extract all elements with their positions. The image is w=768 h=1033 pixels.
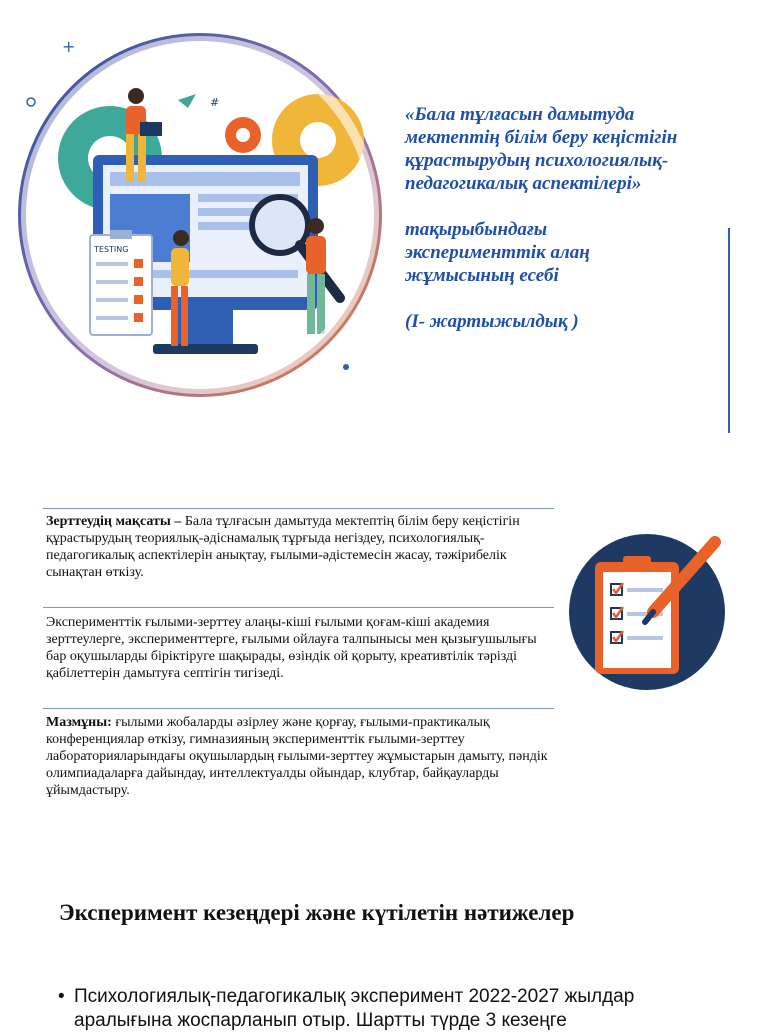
- paragraph-text: ғылыми жобаларды әзірлеу және қорғау, ғылыми-практикалық конференциялар өткізу, гимназияның эксперименттік ғылыми-зерттеу лабораторияларындағы оқушылардың ғылыми-зерттеу жұмыстарын дамыту, пәндік олимпиадаларға дайындау, интеллектуалды ойындар, клубтар, байқауларды ұйымдастыру.: [46, 715, 548, 798]
- section-heading: Эксперимент кезеңдері және күтілетін нәтижелер: [59, 900, 575, 925]
- divider: [43, 607, 554, 608]
- title-line: тақырыбындағы: [405, 219, 548, 240]
- paragraph-label: Зерттеудің мақсаты –: [46, 514, 182, 529]
- hash-icon: #: [210, 96, 220, 109]
- testing-label: TESTING: [94, 245, 129, 254]
- research-goal-paragraph: [46, 513, 554, 581]
- divider: [43, 508, 554, 509]
- dot-deco-icon: [343, 364, 349, 370]
- hero-illustration: [18, 30, 386, 400]
- report-title: [405, 103, 725, 333]
- title-line: «Бала тұлғасын дамытуда: [405, 104, 635, 125]
- paragraph-text: Эксперименттік ғылыми-зерттеу алаңы-кіші ғылыми қоғам-кіші академия зерттеулерге, эксперименттерге, ғылыми ойлауға талпынысы мен қызығушылығы бар оқушыларды біріктіруге шақырады, өзіндік ой қорыту, креативтілік тәрізді қабілеттерін дамытуға септігін тигізеді.: [46, 615, 537, 681]
- bullet-mark: •: [58, 986, 65, 1007]
- gear-small-icon: [225, 117, 261, 153]
- title-line: жұмысының есебі: [405, 265, 559, 286]
- title-period: (І- жартыжылдық ): [405, 311, 579, 332]
- circle-deco-icon: [27, 98, 35, 106]
- title-line: құрастырудың психологиялық-: [405, 150, 669, 171]
- paragraph-text: Бала тұлғасын дамытуда мектептің білім беру кеңістігін құрастырудың теориялық-әдіснамалық тұрғыда негіздеу, психологиялық-педагогикалық аспектілерін анықтау, ғылыми-әдістемесін жасау, тәжірибелік сынақтан өткізу.: [46, 514, 520, 580]
- plus-icon: +: [62, 37, 76, 56]
- title-line: педагогикалық аспектілері»: [405, 173, 642, 194]
- vertical-divider: [728, 228, 730, 433]
- paragraph-label: Мазмұны:: [46, 715, 112, 730]
- title-line: эксперименттік алаң: [405, 242, 590, 263]
- checklist-icon: [565, 532, 730, 692]
- bullet-text: Психологиялық-педагогикалық эксперимент 2022-2027 жылдар аралығына жоспарланып отыр. Шартты түрде 3 кезеңге: [74, 986, 635, 1031]
- title-line: мектептің білім беру кеңістігін: [405, 127, 678, 148]
- experimental-platform-paragraph: [46, 614, 554, 682]
- testing-clipboard-icon: [90, 230, 152, 335]
- divider: [43, 708, 554, 709]
- content-paragraph: [46, 714, 554, 799]
